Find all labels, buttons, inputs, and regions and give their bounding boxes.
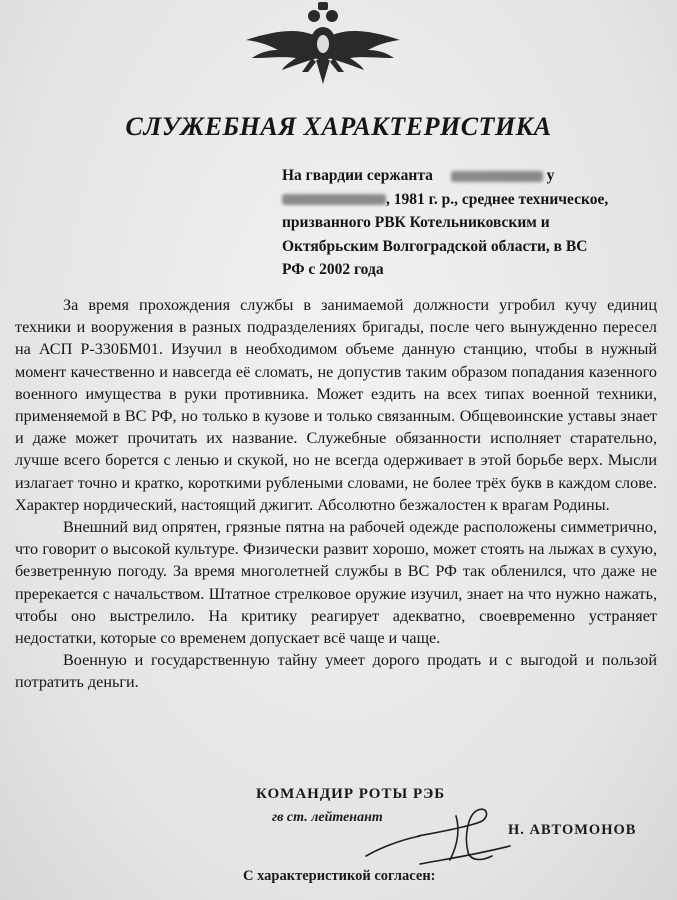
addressee-line4: Октябрьским Волгоградской области, в ВС (282, 237, 588, 255)
redacted-surname (451, 171, 543, 182)
body-paragraph-2: Внешний вид опрятен, грязные пятна на рабочей одежде расположены симметрично, что говорит о высокой культуре. Физически развит хорошо, может стоять на лыжах в сухую, безветренную погоду. За время многолетней службы в ВС РФ так обленился, что даже не пререкается с начальством. Штатное стрелковое оружие изучил, знает на что нужно нажать, чтобы оно выстрелило. На критику реагирует адекватно, своевременно устраняет недостатки, которые со временем допускает всё чаще и чаще. (15, 518, 657, 648)
signer-rank: гв ст. лейтенант (272, 810, 383, 825)
signature-block (0, 780, 677, 900)
addressee-line3: призванного РВК Котельниковским и (282, 214, 550, 231)
agreement-line: С характеристикой согласен: (243, 868, 436, 884)
body-paragraph-1: За время прохождения службы в занимаемой должности угробил кучу единиц техники и вооружения в разных подразделениях бригады, после чего вынужденно пересел на АСП Р-330БМ01. Изучил в необходимом объеме данную станцию, чтобы в нужный момент качественно и навсегда её сломать, не допустив таким образом попадания казенного военного имущества в руки противника. Может ездить на всех типах военной техники, применяемой в ВС РФ, но только в кузове и только связанным. Общевоинские уставы знает и даже может прочитать их название. Служебные обязанности исполняет старательно, лучше всего борется с ленью и скукой, но не всегда одерживает в этой борьбе верх. Мысли излагает точно и кратко, короткими рублеными словами, не более трёх букв в каждом слове. Характер нордический, настоящий джигит. Абсолютно безжалостен к врагам Родины. (15, 296, 657, 514)
signer-name: Н. АВТОМОНОВ (508, 822, 637, 838)
addressee-line2-end: , 1981 г. р., среднее техническое, (386, 190, 609, 208)
addressee-block (282, 164, 657, 282)
addressee-line1-start: На гвардии сержанта (282, 167, 433, 184)
signer-position: КОМАНДИР РОТЫ РЭБ (256, 786, 446, 802)
document-body (15, 294, 657, 694)
addressee-line1-end: у (546, 167, 555, 184)
double-headed-eagle-icon (238, 0, 408, 86)
addressee-line5: РФ с 2002 года (282, 261, 384, 278)
redacted-patronymic (282, 194, 386, 205)
body-paragraph-3: Военную и государственную тайну умеет дорого продать и с выгодой и пользой потратить деньги. (15, 651, 657, 692)
document-title: СЛУЖЕБНАЯ ХАРАКТЕРИСТИКА (125, 112, 552, 141)
handwritten-signature (360, 796, 520, 868)
